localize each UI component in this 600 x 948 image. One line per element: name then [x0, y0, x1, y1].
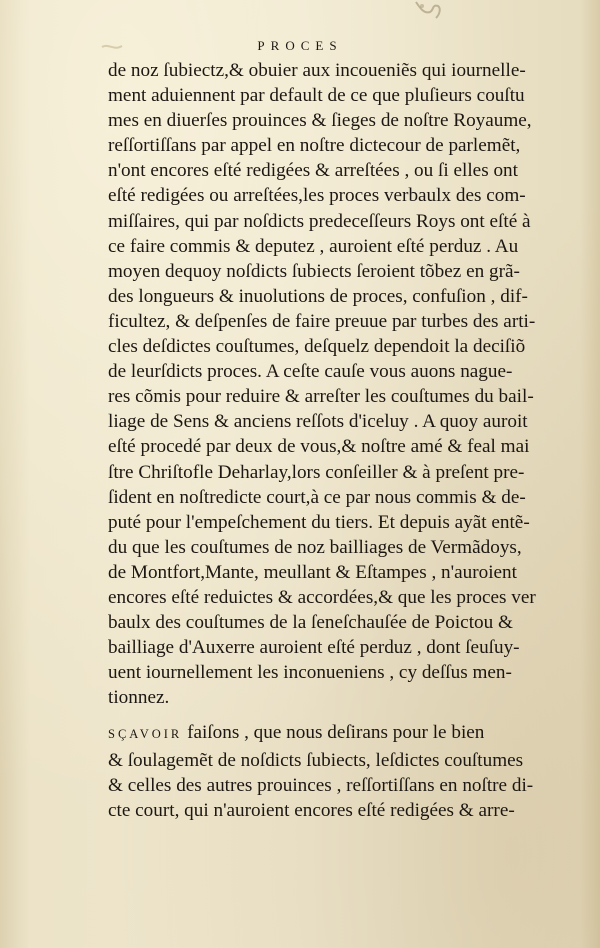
text-line: des longueurs & inuolutions de proces, confuſion , dif-: [108, 285, 528, 307]
text-line: & celles des autres prouinces , reſſortiſſans en noſtre di-: [108, 774, 534, 796]
text-line: bailliage d'Auxerre auroient eſté perduz , dont ſeuſuy-: [108, 637, 520, 659]
text-line: baulx des couſtumes de la ſeneſchauſée de Poictou &: [108, 612, 513, 634]
ink-stain-mark: [410, 0, 446, 22]
running-header: PROCES: [257, 38, 343, 53]
text-line: & ſoulagemẽt de noſdicts ſubiects, leſdictes couſtumes: [108, 749, 524, 771]
text-line: miſſaires, qui par noſdicts predeceſſeurs Roys ont eſté à: [108, 210, 531, 232]
text-line: ce faire commis & deputez , auroient eſté perduz . Au: [108, 235, 519, 257]
text-line: eſté redigées ou arreſtées,les proces verbaulx des com-: [108, 185, 526, 207]
text-line: moyen dequoy noſdicts ſubiects ſeroient tõbez en grã-: [108, 260, 520, 282]
text-line: ficultez, & deſpenſes de faire preuue par turbes des arti-: [108, 310, 536, 332]
small-caps-lead: SÇAVOIR: [108, 727, 183, 742]
text-line: de Montfort,Mante, meullant & Eſtampes , n'auroient: [108, 561, 517, 583]
text-line: de leurſdicts proces. A ceſte cauſe vous auons nague-: [108, 361, 513, 383]
text-line: uent iournellement les inconueniens , cy deſſus men-: [108, 662, 512, 684]
text-line: res cõmis pour reduire & arreſter les couſtumes du bail-: [108, 386, 534, 408]
text-line: de noz ſubiectz,& obuier aux incoueniẽs qui iournelle-: [108, 60, 526, 81]
paragraph-2-first-line: [108, 720, 568, 747]
text-line: ment aduiennent par default de ce que pluſieurs couſtu: [108, 85, 525, 107]
text-line: reſſortiſſans par appel en noſtre dictecour de parlemẽt,: [108, 135, 521, 157]
text-line: cte court, qui n'auroient encores eſté redigées & arre-: [108, 799, 515, 821]
text-line: eſté procedé par deux de vous,& noſtre amé & feal mai: [108, 436, 530, 458]
text-line: liage de Sens & anciens reſſots d'iceluy . A quoy auroit: [108, 411, 528, 433]
text-line: encores eſté reduictes & accordées,& que les proces ver: [108, 586, 536, 608]
paragraph-gap: [108, 710, 568, 720]
text-line: du que les couſtumes de noz bailliages de Vermãdoys,: [108, 536, 522, 558]
text-line-rest: faiſons , que nous deſirans pour le bien: [182, 722, 485, 744]
text-line: tionnez.: [108, 687, 170, 709]
text-line: puté pour l'empeſchement du tiers. Et depuis ayãt entẽ-: [108, 511, 530, 533]
text-line: ſtre Chriſtofle Deharlay,lors conſeiller & à preſent pre-: [108, 461, 525, 483]
text-line: cles deſdictes couſtumes, deſquelz dependoit la deciſiõ: [108, 336, 526, 358]
text-line: n'ont encores eſté redigées & arreſtées , ou ſi elles ont: [108, 160, 518, 182]
text-line: mes en diuerſes prouinces & ſieges de noſtre Royaume,: [108, 110, 532, 132]
text-line: ſident en noſtredicte court,à ce par nous commis & de-: [108, 486, 526, 508]
body-text: [108, 58, 568, 823]
